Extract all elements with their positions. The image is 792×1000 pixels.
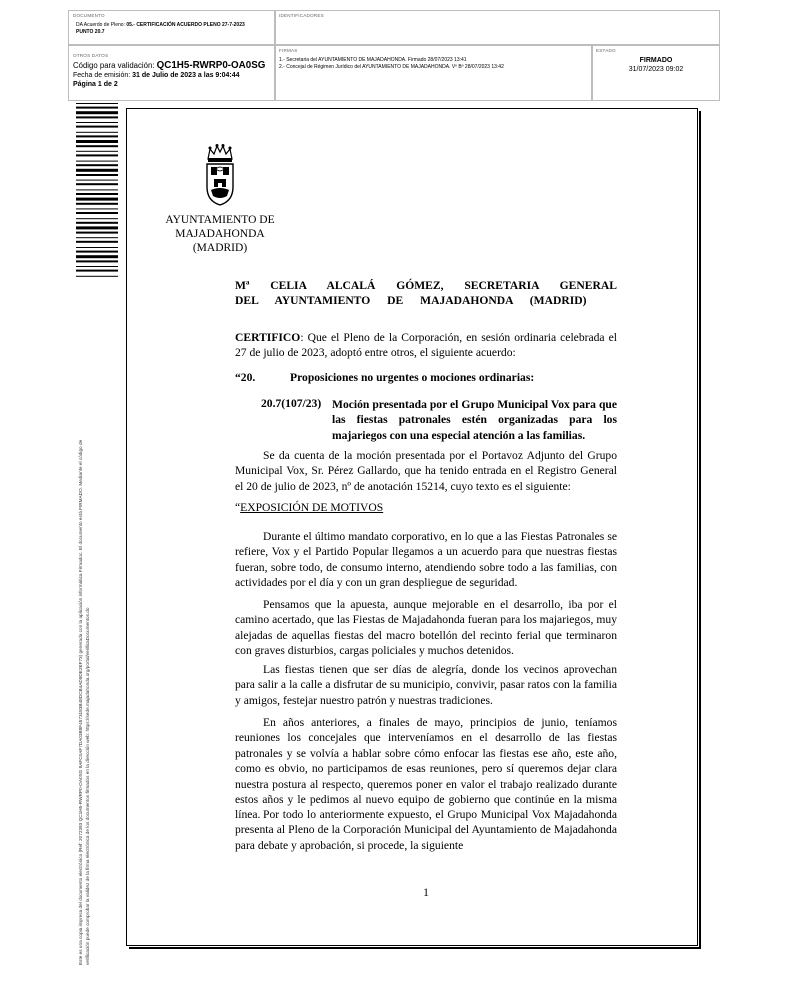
documento-line1: DA Acuerdo de Pleno: 05.- CERTIFICACIÓN ACUERDO PLENO 27-7-2023 bbox=[76, 22, 245, 28]
firma-2: 2.- Concejal de Régimen Jurídico del AYUNTAMIENTO DE MAJADAHONDA. Vº Bº 28/07/2023 13:42 bbox=[279, 64, 504, 70]
estado-value: FIRMADO bbox=[639, 57, 673, 64]
header-identificadores-box bbox=[275, 10, 720, 45]
paragraph-intro: Se da cuenta de la moción presentada por el Portavoz Adjunto del Grupo Municipal Vox, Sr. Pérez Gallardo, que ha tenido entrada en el Registro General el 20 de julio de 2023, nº de anotación 15214, cuyo texto es el siguiente: bbox=[235, 449, 617, 493]
sidebar-line-2: verificación puede comprobar la validez de la firma electrónica de los documentos firmados en la dirección web: https://sede.majadahonda.org/portal/verificaDocumentos.do bbox=[85, 607, 90, 965]
documento-line2: PUNTO 20.7 bbox=[76, 28, 105, 35]
exposicion-heading: “EXPOSICIÓN DE MOTIVOS bbox=[235, 501, 384, 514]
page-number: 1 bbox=[423, 886, 429, 899]
estado-label: ESTADO bbox=[596, 48, 616, 53]
sidebar-line-1: Este es una copia impresa del documento electrónico (Ref: 2072393 QC1H5-RWRP0-OA0SG 8AFC0AF7DA03B8F4573183B48DCB4AD9DE2EF73) generada con la aplicación informática Firmadoc. El documento está FIRMADO. Mediante el código de bbox=[78, 439, 83, 965]
paragraph-3: Las fiestas tienen que ser días de alegría, donde los vecinos aprovechan para salir a la calle a disfrutar de su municipio, convivir, pasar ratos con la familia y amigos, festejar nuestro patrón y nuestras tradiciones. bbox=[235, 663, 617, 707]
paragraph-4: En años anteriores, a finales de mayo, principios de junio, teníamos reuniones los concejales que interveníamos en el desarrollo de las fiestas patronales y se volvía a hablar sobre cómo enfocar las fiestas ese año, este año, como es obvio, no participamos de esas reuniones, pero sí queremos dejar clara nuestra postura al respecto, queremos poner en valor el trabajo realizado durante estos años y le pedimos al nuevo equipo de gobierno que continúe en la misma línea. bbox=[235, 716, 617, 822]
documento-label: DOCUMENTO bbox=[73, 13, 105, 18]
paragraph-5: Por todo lo anteriormente expuesto, el Grupo Municipal Vox Majadahonda presenta al Pleno de la Corporación Municipal del Ayuntamiento de Majadahonda para debate y aprobación, si procede, la siguiente bbox=[235, 808, 617, 852]
header-estado-box bbox=[592, 45, 720, 101]
item-number: “20. bbox=[235, 371, 256, 384]
letterhead-line-2: MAJADAHONDA bbox=[175, 228, 265, 240]
sub-item-number: 20.7(107/23) bbox=[261, 397, 322, 410]
certifico-paragraph: CERTIFICO: Que el Pleno de la Corporación, en sesión ordinaria celebrada el 27 de julio de 2023, adoptó entre otros, el siguiente acuerdo: bbox=[235, 331, 617, 360]
document-heading: Mª CELIA ALCALÁ GÓMEZ, SECRETARIA GENERAL DEL AYUNTAMIENTO DE MAJADAHONDA (MADRID) bbox=[235, 279, 617, 308]
header-firmas-box bbox=[275, 45, 592, 101]
validation-code: QC1H5-RWRP0-OA0SG bbox=[156, 60, 266, 71]
paragraph-1: Durante el último mandato corporativo, en lo que a las Fiestas Patronales se refiere, Vox y el Partido Popular llegamos a un acuerdo para que nuestras fiestas fueran, sobre todo, de consumo interno, atendiendo sobre todo a las familias, con actividades por el día y con un gran despliegue de seguridad. bbox=[235, 530, 617, 590]
sub-item-title: Moción presentada por el Grupo Municipal Vox para que las fiestas patronales estén organizadas para los majariegos con una especial atención a las familias. bbox=[332, 398, 617, 442]
sidebar-verification-text bbox=[77, 285, 91, 965]
validation-code-line: Código para validación: QC1H5-RWRP0-OA0SG bbox=[73, 60, 266, 71]
letterhead bbox=[150, 213, 290, 255]
paragraph-2: Pensamos que la apuesta, aunque mejorable en el desarrollo, iba por el camino acertado, que las Fiestas de Majadahonda fueran para los majariegos, muy alejadas de aquellas fiestas del macro botellón del recinto ferial que terminaron con graves disturbios, cargas policiales y muchos detenidos. bbox=[235, 598, 617, 658]
firma-1: 1.- Secretaria del AYUNTAMIENTO DE MAJADAHONDA. Firmado 28/07/2023 13:41 bbox=[279, 57, 467, 63]
letterhead-line-1: AYUNTAMIENTO DE bbox=[165, 214, 275, 226]
estado-date: 31/07/2023 09:02 bbox=[628, 66, 684, 73]
barcode bbox=[76, 103, 118, 279]
otros-datos-label: OTROS DATOS bbox=[73, 53, 109, 58]
firmas-label: FIRMAS bbox=[279, 48, 298, 53]
emission-date-line: Fecha de emisión: 31 de Julio de 2023 a las 9:04:44 bbox=[73, 72, 240, 79]
coat-of-arms-icon bbox=[202, 143, 238, 207]
item-title: Proposiciones no urgentes o mociones ordinarias: bbox=[290, 371, 535, 384]
identificadores-label: IDENTIFICADORES bbox=[279, 13, 324, 18]
page-indicator: Página 1 de 2 bbox=[73, 81, 118, 88]
letterhead-line-3: (MADRID) bbox=[192, 242, 248, 254]
